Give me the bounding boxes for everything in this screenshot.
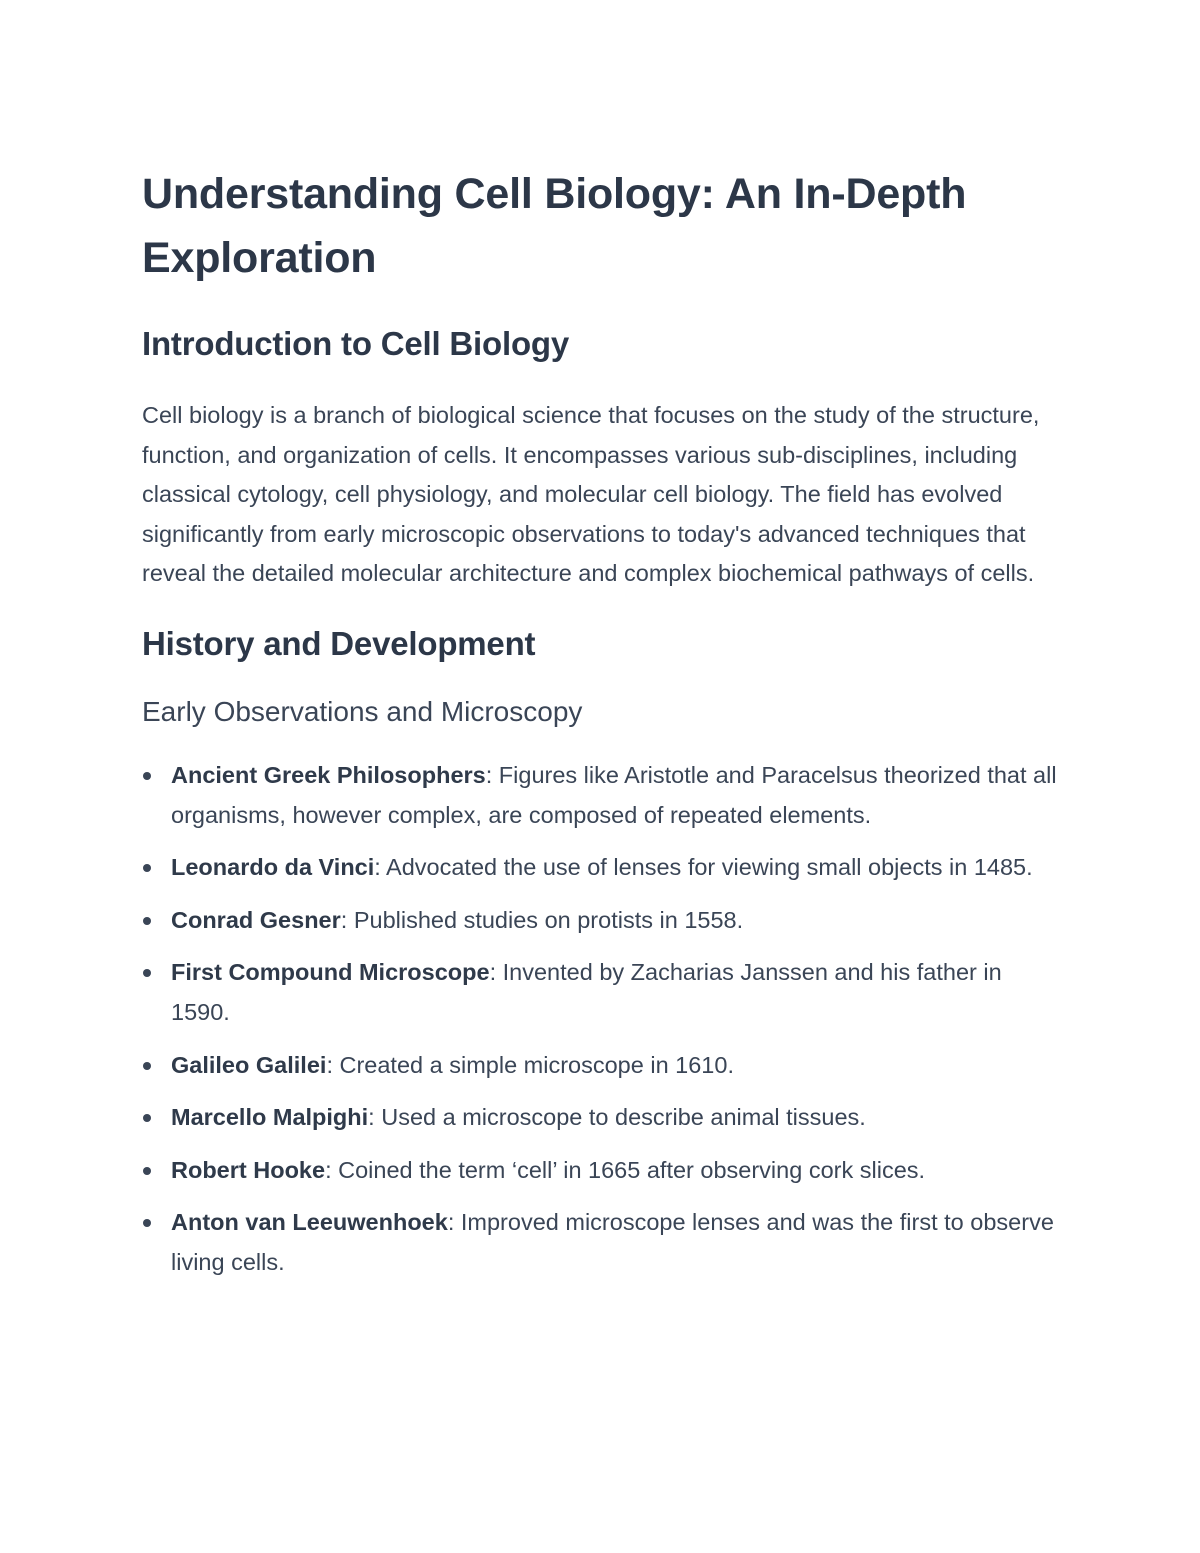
- list-item-text: : Improved microscope lenses and was the first to observe living cells.: [171, 1209, 1054, 1275]
- list-item-text: : Advocated the use of lenses for viewing small objects in 1485.: [374, 854, 1033, 881]
- list-item-term: Ancient Greek Philosophers: [171, 761, 486, 788]
- list-item-text: : Coined the term ‘cell’ in 1665 after observing cork slices.: [325, 1156, 926, 1183]
- list-item: [142, 901, 1062, 941]
- list-item: [142, 953, 1062, 1032]
- list-item-text: : Used a microscope to describe animal tissues.: [368, 1104, 866, 1131]
- list-item-text: : Invented by Zacharias Janssen and his father in 1590.: [171, 959, 1002, 1025]
- list-item-text: : Created a simple microscope in 1610.: [326, 1051, 734, 1078]
- document-title: Understanding Cell Biology: An In-Depth Exploration: [142, 170, 967, 282]
- list-item-term: Galileo Galilei: [171, 1051, 327, 1078]
- introduction-paragraph: Cell biology is a branch of biological science that focuses on the study of the structure, function, and organization of cells. It encompasses various sub-disciplines, including classical cytology, cell physiology, and molecular cell biology. The field has evolved significantly from early microscopic observations to today's advanced techniques that reveal the detailed molecular architecture and complex biochemical pathways of cells.: [142, 402, 1040, 587]
- bullet-icon: [143, 969, 151, 977]
- list-item-term: First Compound Microscope: [171, 959, 490, 986]
- list-item-term: Conrad Gesner: [171, 906, 341, 933]
- list-item-term: Marcello Malpighi: [171, 1104, 369, 1131]
- subsection-heading-early-observations: Early Observations and Microscopy: [142, 695, 583, 727]
- bullet-icon: [143, 1167, 151, 1175]
- section-heading-introduction: Introduction to Cell Biology: [142, 325, 570, 362]
- bullet-icon: [143, 864, 151, 872]
- bullet-icon: [143, 1219, 151, 1227]
- list-item: [142, 756, 1062, 835]
- list-item: [142, 1046, 1062, 1086]
- bullet-icon: [143, 1062, 151, 1070]
- bullet-icon: [143, 1114, 151, 1122]
- list-item-term: Robert Hooke: [171, 1156, 326, 1183]
- list-item: [142, 1151, 1062, 1191]
- history-bullet-list: [142, 756, 1062, 1283]
- list-item-term: Leonardo da Vinci: [171, 854, 375, 881]
- list-item: [142, 848, 1062, 888]
- document-body: [142, 162, 1062, 1296]
- list-item: [142, 1203, 1062, 1282]
- list-item: [142, 1098, 1062, 1138]
- list-item-text: : Published studies on protists in 1558.: [340, 906, 744, 933]
- section-heading-history: History and Development: [142, 624, 536, 662]
- list-item-text: : Figures like Aristotle and Paracelsus theorized that all organisms, however complex, are composed of repeated elements.: [171, 761, 1057, 828]
- bullet-icon: [143, 772, 151, 780]
- bullet-icon: [143, 917, 151, 925]
- list-item-term: Anton van Leeuwenhoek: [171, 1209, 448, 1236]
